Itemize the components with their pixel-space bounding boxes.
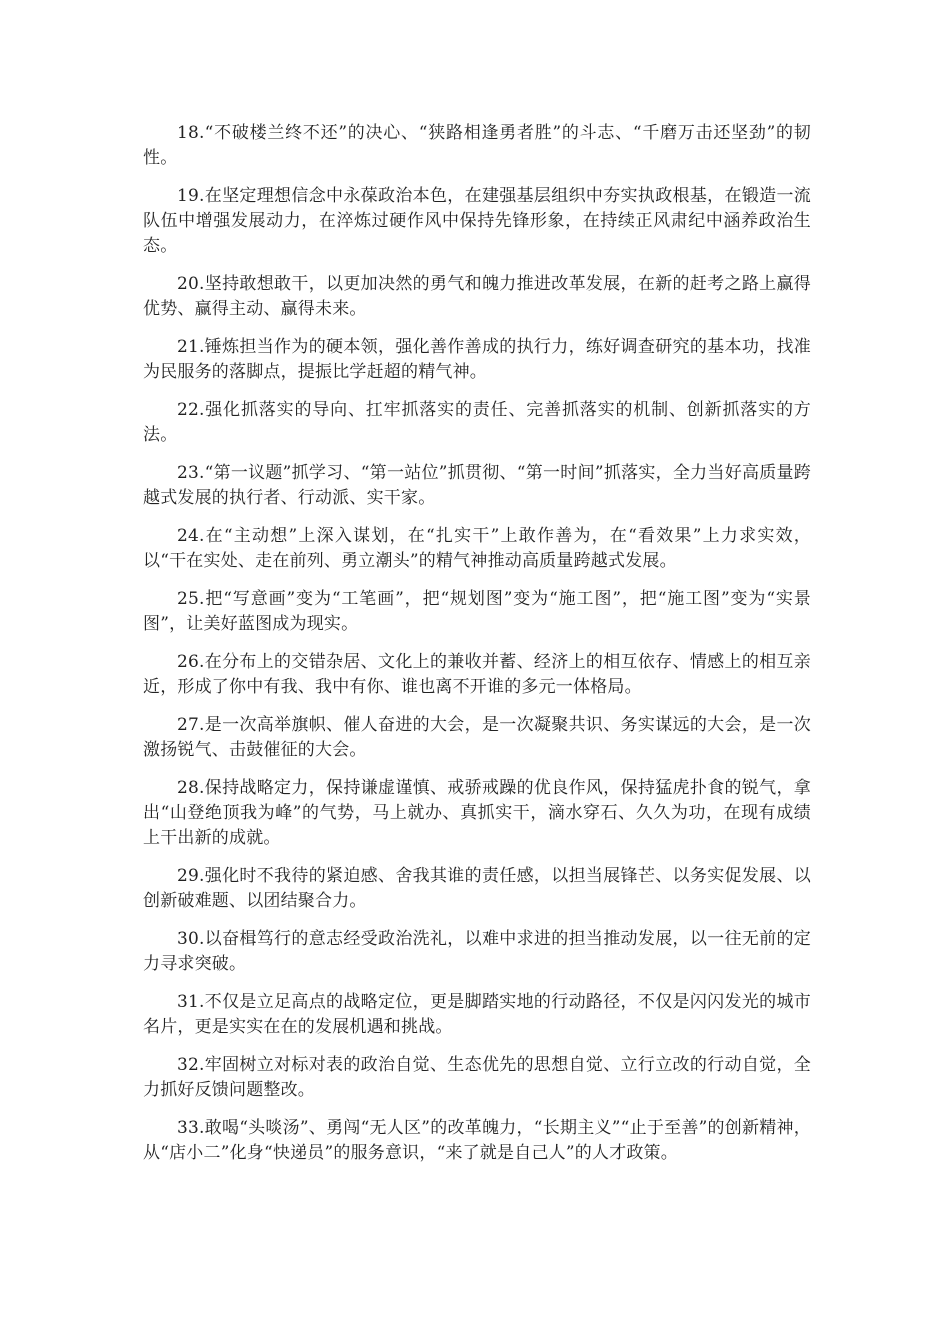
paragraph-24: 24.在“主动想”上深入谋划，在“扎实干”上敢作善为，在“看效果”上力求实效，以“干在实处、走在前列、勇立潮头”的精气神推动高质量跨越式发展。: [143, 526, 811, 571]
paragraph-23: 23.“第一议题”抓学习、“第一站位”抓贯彻、“第一时间”抓落实，全力当好高质量跨越式发展的执行者、行动派、实干家。: [143, 463, 811, 508]
paragraph-21: 21.锤炼担当作为的硬本领，强化善作善成的执行力，练好调查研究的基本功，找准为民服务的落脚点，提振比学赶超的精气神。: [143, 337, 811, 382]
document-body: [143, 121, 811, 1179]
paragraph-22: 22.强化抓落实的导向、扛牢抓落实的责任、完善抓落实的机制、创新抓落实的方法。: [143, 400, 811, 445]
paragraph-27: 27.是一次高举旗帜、催人奋进的大会，是一次凝聚共识、务实谋远的大会，是一次激扬锐气、击鼓催征的大会。: [143, 715, 811, 760]
paragraph-18: 18.“不破楼兰终不还”的决心、“狭路相逢勇者胜”的斗志、“千磨万击还坚劲”的韧性。: [143, 123, 811, 168]
paragraph-25: 25.把“写意画”变为“工笔画”，把“规划图”变为“施工图”，把“施工图”变为“实景图”，让美好蓝图成为现实。: [143, 589, 811, 634]
paragraph-28: 28.保持战略定力，保持谦虚谨慎、戒骄戒躁的优良作风，保持猛虎扑食的锐气，拿出“山登绝顶我为峰”的气势，马上就办、真抓实干，滴水穿石、久久为功，在现有成绩上干出新的成就。: [143, 778, 811, 848]
paragraph-26: 26.在分布上的交错杂居、文化上的兼收并蓄、经济上的相互依存、情感上的相互亲近，形成了你中有我、我中有你、谁也离不开谁的多元一体格局。: [143, 652, 811, 697]
paragraph-19: 19.在坚定理想信念中永葆政治本色，在建强基层组织中夯实执政根基，在锻造一流队伍中增强发展动力，在淬炼过硬作风中保持先锋形象，在持续正风肃纪中涵养政治生态。: [143, 186, 811, 256]
paragraph-31: 31.不仅是立足高点的战略定位，更是脚踏实地的行动路径，不仅是闪闪发光的城市名片，更是实实在在的发展机遇和挑战。: [143, 992, 811, 1037]
paragraph-33: 33.敢喝“头啖汤”、勇闯“无人区”的改革魄力，“长期主义”“止于至善”的创新精神，从“店小二”化身“快递员”的服务意识，“来了就是自己人”的人才政策。: [143, 1118, 811, 1163]
paragraph-20: 20.坚持敢想敢干，以更加决然的勇气和魄力推进改革发展，在新的赶考之路上赢得优势、赢得主动、赢得未来。: [143, 274, 811, 319]
paragraph-32: 32.牢固树立对标对表的政治自觉、生态优先的思想自觉、立行立改的行动自觉，全力抓好反馈问题整改。: [143, 1055, 811, 1100]
paragraph-29: 29.强化时不我待的紧迫感、舍我其谁的责任感，以担当展锋芒、以务实促发展、以创新破难题、以团结聚合力。: [143, 866, 811, 911]
paragraph-30: 30.以奋楫笃行的意志经受政治洗礼，以难中求进的担当推动发展，以一往无前的定力寻求突破。: [143, 929, 811, 974]
